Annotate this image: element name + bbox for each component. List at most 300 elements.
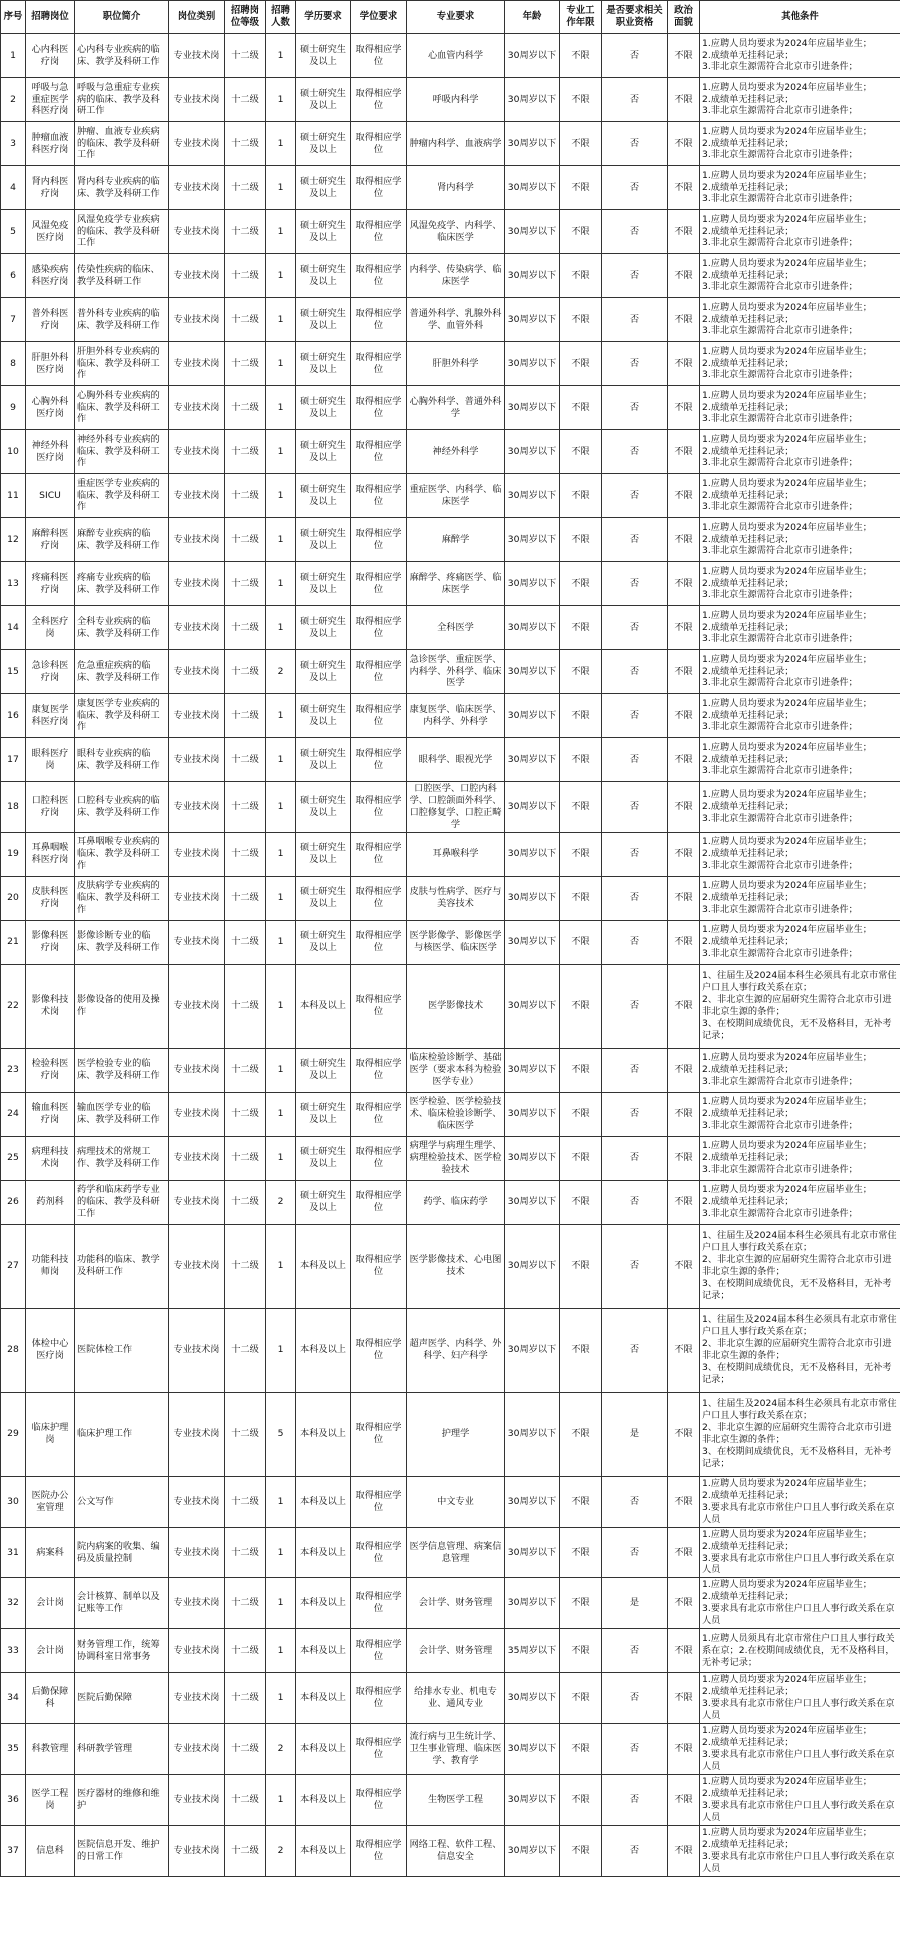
cell-major: 麻醉学、疼痛医学、临床医学 — [407, 562, 505, 606]
cell-post: 药剂科 — [26, 1180, 75, 1224]
cell-category: 专业技术岗 — [169, 1048, 225, 1092]
cell-category: 专业技术岗 — [169, 562, 225, 606]
cell-political: 不限 — [668, 518, 700, 562]
cell-degree: 取得相应学位 — [351, 876, 407, 920]
condition-line: 1.应聘人员均要求为2024年应届毕业生； — [702, 1674, 872, 1686]
cell-intro: 普外科专业疾病的临床、教学及科研工作 — [75, 298, 169, 342]
header-cell: 年龄 — [505, 1, 560, 34]
cell-level: 十二级 — [225, 430, 266, 474]
cell-intro: 输血医学专业的临床、教学及科研工作 — [75, 1092, 169, 1136]
cell-education: 硕士研究生及以上 — [296, 1092, 351, 1136]
cell-conditions — [700, 1392, 900, 1476]
condition-line: 2.成绩单无挂科记录； — [702, 1686, 794, 1698]
cell-category: 专业技术岗 — [169, 78, 225, 122]
header-cell: 学历要求 — [296, 1, 351, 34]
cell-count: 1 — [266, 1308, 296, 1392]
condition-line: 1、往届生及2024届本科生必须具有北京市常住户口且人事行政关系在京； — [702, 1314, 897, 1338]
cell-certificate: 否 — [602, 694, 668, 738]
table-row — [1, 964, 900, 1048]
cell-conditions — [700, 1136, 900, 1180]
cell-degree: 取得相应学位 — [351, 1308, 407, 1392]
cell-education: 硕士研究生及以上 — [296, 122, 351, 166]
condition-line: 1.应聘人员均要求为2024年应届毕业生； — [702, 125, 872, 137]
cell-level: 十二级 — [225, 1180, 266, 1224]
cell-work-years: 不限 — [560, 1476, 602, 1527]
cell-degree: 取得相应学位 — [351, 210, 407, 254]
table-row — [1, 920, 900, 964]
cell-political: 不限 — [668, 254, 700, 298]
cell-age: 30周岁以下 — [505, 1673, 560, 1724]
cell-political: 不限 — [668, 34, 700, 78]
cell-count: 2 — [266, 1825, 296, 1876]
cell-certificate: 否 — [602, 122, 668, 166]
cell-post: 功能科技师岗 — [26, 1224, 75, 1308]
cell-count: 1 — [266, 430, 296, 474]
cell-intro: 心胸外科专业疾病的临床、教学及科研工作 — [75, 386, 169, 430]
cell-no: 31 — [1, 1527, 26, 1578]
header-cell: 招聘人数 — [266, 1, 296, 34]
cell-work-years: 不限 — [560, 782, 602, 833]
cell-age: 30周岁以下 — [505, 782, 560, 833]
cell-work-years: 不限 — [560, 474, 602, 518]
table-row — [1, 342, 900, 386]
cell-no: 11 — [1, 474, 26, 518]
cell-work-years: 不限 — [560, 1308, 602, 1392]
cell-no: 35 — [1, 1724, 26, 1775]
cell-age: 30周岁以下 — [505, 1774, 560, 1825]
cell-work-years: 不限 — [560, 78, 602, 122]
cell-category: 专业技术岗 — [169, 1136, 225, 1180]
table-row — [1, 518, 900, 562]
cell-work-years: 不限 — [560, 1527, 602, 1578]
cell-conditions — [700, 34, 900, 78]
cell-major: 心血管内科学 — [407, 34, 505, 78]
cell-major: 流行病与卫生统计学、卫生事业管理、临床医学、教育学 — [407, 1724, 505, 1775]
cell-political: 不限 — [668, 430, 700, 474]
cell-intro: 临床护理工作 — [75, 1392, 169, 1476]
cell-education: 本科及以上 — [296, 1527, 351, 1578]
cell-degree: 取得相应学位 — [351, 1136, 407, 1180]
cell-age: 30周岁以下 — [505, 342, 560, 386]
cell-certificate: 否 — [602, 1180, 668, 1224]
cell-political: 不限 — [668, 606, 700, 650]
cell-age: 30周岁以下 — [505, 386, 560, 430]
cell-intro: 公文写作 — [75, 1476, 169, 1527]
cell-work-years: 不限 — [560, 738, 602, 782]
cell-intro: 康复医学专业疾病的临床、教学及科研工作 — [75, 694, 169, 738]
cell-conditions — [700, 1673, 900, 1724]
cell-conditions — [700, 210, 900, 254]
cell-level: 十二级 — [225, 166, 266, 210]
cell-level: 十二级 — [225, 1048, 266, 1092]
condition-line: 3.要求具有北京市常住户口且人事行政关系在京人员 — [702, 1603, 895, 1627]
cell-major: 会计学、财务管理 — [407, 1578, 505, 1629]
cell-conditions — [700, 518, 900, 562]
cell-certificate: 否 — [602, 562, 668, 606]
cell-count: 2 — [266, 650, 296, 694]
cell-certificate: 否 — [602, 1673, 668, 1724]
condition-line: 2.成绩单无挂科记录； — [702, 1591, 794, 1603]
cell-certificate: 否 — [602, 1476, 668, 1527]
cell-intro: 疼痛专业疾病的临床、教学及科研工作 — [75, 562, 169, 606]
cell-count: 1 — [266, 562, 296, 606]
condition-line: 2.成绩单无挂科记录； — [702, 269, 794, 281]
condition-line: 2.成绩单无挂科记录； — [702, 1838, 794, 1850]
cell-education: 硕士研究生及以上 — [296, 210, 351, 254]
table-row — [1, 34, 900, 78]
condition-line: 1.应聘人员均要求为2024年应届毕业生； — [702, 433, 872, 445]
cell-education: 硕士研究生及以上 — [296, 1180, 351, 1224]
cell-level: 十二级 — [225, 298, 266, 342]
cell-intro: 风湿免疫学专业疾病的临床、教学及科研工作 — [75, 210, 169, 254]
cell-conditions — [700, 342, 900, 386]
cell-education: 硕士研究生及以上 — [296, 920, 351, 964]
cell-degree: 取得相应学位 — [351, 562, 407, 606]
cell-major: 中文专业 — [407, 1476, 505, 1527]
table-row — [1, 1774, 900, 1825]
cell-category: 专业技术岗 — [169, 342, 225, 386]
cell-education: 本科及以上 — [296, 1578, 351, 1629]
cell-intro: 呼吸与急重症专业疾病的临床、教学及科研工作 — [75, 78, 169, 122]
condition-line: 3.要求具有北京市常住户口且人事行政关系在京人员 — [702, 1850, 895, 1874]
cell-level: 十二级 — [225, 1224, 266, 1308]
condition-line: 2.成绩单无挂科记录； — [702, 137, 794, 149]
cell-certificate: 否 — [602, 254, 668, 298]
condition-line: 3.非北京生源需符合北京市引进条件； — [702, 149, 858, 161]
cell-level: 十二级 — [225, 1136, 266, 1180]
table-row — [1, 298, 900, 342]
header-cell: 职位简介 — [75, 1, 169, 34]
cell-count: 1 — [266, 34, 296, 78]
cell-major: 肿瘤内科学、血液病学 — [407, 122, 505, 166]
cell-certificate: 否 — [602, 1825, 668, 1876]
cell-category: 专业技术岗 — [169, 518, 225, 562]
condition-line: 2、非北京生源的应届研究生需符合北京市引进非北京生源的条件； — [702, 994, 892, 1018]
cell-certificate: 否 — [602, 920, 668, 964]
cell-major: 风湿免疫学、内科学、临床医学 — [407, 210, 505, 254]
cell-certificate: 否 — [602, 1527, 668, 1578]
cell-level: 十二级 — [225, 1578, 266, 1629]
cell-category: 专业技术岗 — [169, 1774, 225, 1825]
cell-category: 专业技术岗 — [169, 920, 225, 964]
cell-conditions — [700, 78, 900, 122]
cell-work-years: 不限 — [560, 1629, 602, 1673]
table-row — [1, 1308, 900, 1392]
cell-post: 会计岗 — [26, 1629, 75, 1673]
cell-count: 1 — [266, 122, 296, 166]
cell-post: 医学工程岗 — [26, 1774, 75, 1825]
cell-age: 30周岁以下 — [505, 166, 560, 210]
cell-post: 病理科技术岗 — [26, 1136, 75, 1180]
cell-work-years: 不限 — [560, 876, 602, 920]
cell-major: 神经外科学 — [407, 430, 505, 474]
cell-intro: 医院信息开发、维护的日常工作 — [75, 1825, 169, 1876]
condition-line: 1.应聘人员均要求为2024年应届毕业生； — [702, 213, 872, 225]
condition-line: 1.应聘人员均要求为2024年应届毕业生； — [702, 257, 872, 269]
cell-no: 37 — [1, 1825, 26, 1876]
cell-certificate: 否 — [602, 298, 668, 342]
cell-category: 专业技术岗 — [169, 1180, 225, 1224]
cell-level: 十二级 — [225, 738, 266, 782]
condition-line: 1.应聘人员均要求为2024年应届毕业生； — [702, 741, 872, 753]
cell-conditions — [700, 876, 900, 920]
table-row — [1, 832, 900, 876]
cell-certificate: 否 — [602, 1136, 668, 1180]
cell-certificate: 否 — [602, 386, 668, 430]
cell-category: 专业技术岗 — [169, 1673, 225, 1724]
cell-age: 35周岁以下 — [505, 1629, 560, 1673]
cell-category: 专业技术岗 — [169, 34, 225, 78]
cell-major: 会计学、财务管理 — [407, 1629, 505, 1673]
cell-level: 十二级 — [225, 518, 266, 562]
cell-level: 十二级 — [225, 1673, 266, 1724]
condition-line: 2.成绩单无挂科记录； — [702, 892, 794, 904]
cell-conditions — [700, 1476, 900, 1527]
cell-education: 硕士研究生及以上 — [296, 34, 351, 78]
cell-intro: 麻醉专业疾病的临床、教学及科研工作 — [75, 518, 169, 562]
cell-intro: 肝胆外科专业疾病的临床、教学及科研工作 — [75, 342, 169, 386]
condition-line: 3.非北京生源需符合北京市引进条件； — [702, 61, 858, 73]
cell-count: 1 — [266, 964, 296, 1048]
cell-age: 30周岁以下 — [505, 876, 560, 920]
cell-degree: 取得相应学位 — [351, 298, 407, 342]
cell-level: 十二级 — [225, 1527, 266, 1578]
cell-certificate: 否 — [602, 342, 668, 386]
cell-work-years: 不限 — [560, 562, 602, 606]
cell-age: 30周岁以下 — [505, 122, 560, 166]
cell-count: 1 — [266, 78, 296, 122]
cell-degree: 取得相应学位 — [351, 1578, 407, 1629]
condition-line: 1.应聘人员均要求为2024年应届毕业生； — [702, 653, 872, 665]
cell-certificate: 否 — [602, 78, 668, 122]
condition-line: 1.应聘人员均要求为2024年应届毕业生； — [702, 345, 872, 357]
cell-category: 专业技术岗 — [169, 1724, 225, 1775]
cell-political: 不限 — [668, 1180, 700, 1224]
cell-category: 专业技术岗 — [169, 1308, 225, 1392]
table-row — [1, 606, 900, 650]
cell-post: 病案科 — [26, 1527, 75, 1578]
cell-post: 急诊科医疗岗 — [26, 650, 75, 694]
cell-certificate: 否 — [602, 650, 668, 694]
cell-major: 超声医学、内科学、外科学、妇产科学 — [407, 1308, 505, 1392]
cell-conditions — [700, 166, 900, 210]
condition-line: 2.成绩单无挂科记录； — [702, 225, 794, 237]
cell-education: 硕士研究生及以上 — [296, 606, 351, 650]
cell-category: 专业技术岗 — [169, 876, 225, 920]
header-row — [1, 1, 900, 34]
condition-line: 1.应聘人员均要求为2024年应届毕业生； — [702, 1140, 872, 1152]
cell-political: 不限 — [668, 920, 700, 964]
cell-conditions — [700, 430, 900, 474]
condition-line: 3.要求具有北京市常住户口且人事行政关系在京人员 — [702, 1799, 895, 1823]
condition-line: 1.应聘人员均要求为2024年应届毕业生； — [702, 1096, 872, 1108]
header-cell: 招聘岗位等级 — [225, 1, 266, 34]
cell-intro: 院内病案的收集、编码及质量控制 — [75, 1527, 169, 1578]
cell-age: 30周岁以下 — [505, 1092, 560, 1136]
cell-education: 硕士研究生及以上 — [296, 386, 351, 430]
condition-line: 3.非北京生源需符合北京市引进条件； — [702, 281, 858, 293]
cell-category: 专业技术岗 — [169, 1578, 225, 1629]
cell-category: 专业技术岗 — [169, 122, 225, 166]
cell-education: 硕士研究生及以上 — [296, 876, 351, 920]
cell-major: 全科医学 — [407, 606, 505, 650]
cell-no: 4 — [1, 166, 26, 210]
cell-political: 不限 — [668, 1578, 700, 1629]
condition-line: 2.成绩单无挂科记录； — [702, 357, 794, 369]
cell-age: 30周岁以下 — [505, 34, 560, 78]
cell-intro: 眼科专业疾病的临床、教学及科研工作 — [75, 738, 169, 782]
condition-line: 2.成绩单无挂科记录； — [702, 181, 794, 193]
cell-no: 36 — [1, 1774, 26, 1825]
cell-count: 1 — [266, 694, 296, 738]
table-row — [1, 1092, 900, 1136]
cell-age: 30周岁以下 — [505, 1180, 560, 1224]
cell-political: 不限 — [668, 166, 700, 210]
condition-line: 1、往届生及2024届本科生必须具有北京市常住户口且人事行政关系在京； — [702, 970, 897, 994]
condition-line: 2.成绩单无挂科记录； — [702, 621, 794, 633]
condition-line: 1.应聘人员均要求为2024年应届毕业生； — [702, 924, 872, 936]
condition-line: 3.要求具有北京市常住户口且人事行政关系在京人员 — [702, 1698, 895, 1722]
cell-work-years: 不限 — [560, 606, 602, 650]
condition-line: 2.成绩单无挂科记录； — [702, 1540, 794, 1552]
cell-post: 全科医疗岗 — [26, 606, 75, 650]
cell-education: 本科及以上 — [296, 1724, 351, 1775]
table-row — [1, 430, 900, 474]
cell-no: 12 — [1, 518, 26, 562]
cell-age: 30周岁以下 — [505, 964, 560, 1048]
cell-political: 不限 — [668, 1673, 700, 1724]
condition-line: 2.成绩单无挂科记录； — [702, 1108, 794, 1120]
cell-category: 专业技术岗 — [169, 1224, 225, 1308]
cell-major: 生物医学工程 — [407, 1774, 505, 1825]
cell-age: 30周岁以下 — [505, 1825, 560, 1876]
cell-post: 麻醉科医疗岗 — [26, 518, 75, 562]
cell-no: 18 — [1, 782, 26, 833]
cell-education: 硕士研究生及以上 — [296, 166, 351, 210]
cell-age: 30周岁以下 — [505, 1527, 560, 1578]
cell-degree: 取得相应学位 — [351, 1092, 407, 1136]
cell-political: 不限 — [668, 1476, 700, 1527]
cell-political: 不限 — [668, 782, 700, 833]
cell-level: 十二级 — [225, 1476, 266, 1527]
cell-post: 体检中心医疗岗 — [26, 1308, 75, 1392]
cell-no: 21 — [1, 920, 26, 964]
cell-count: 1 — [266, 738, 296, 782]
cell-age: 30周岁以下 — [505, 254, 560, 298]
condition-line: 1.应聘人员均要求为2024年应届毕业生； — [702, 697, 872, 709]
cell-major: 心胸外科学、普通外科学 — [407, 386, 505, 430]
cell-count: 2 — [266, 1180, 296, 1224]
condition-line: 3.非北京生源需符合北京市引进条件； — [702, 1120, 858, 1132]
cell-category: 专业技术岗 — [169, 210, 225, 254]
cell-major: 皮肤与性病学、医疗与美容技术 — [407, 876, 505, 920]
cell-degree: 取得相应学位 — [351, 1048, 407, 1092]
condition-line: 1.应聘人员均要求为2024年应届毕业生； — [702, 169, 872, 181]
cell-certificate: 否 — [602, 1048, 668, 1092]
cell-certificate: 否 — [602, 606, 668, 650]
cell-work-years: 不限 — [560, 1180, 602, 1224]
cell-no: 32 — [1, 1578, 26, 1629]
cell-intro: 传染性疾病的临床、教学及科研工作 — [75, 254, 169, 298]
cell-no: 20 — [1, 876, 26, 920]
cell-age: 30周岁以下 — [505, 1578, 560, 1629]
cell-level: 十二级 — [225, 876, 266, 920]
condition-line: 2.成绩单无挂科记录； — [702, 665, 794, 677]
cell-no: 34 — [1, 1673, 26, 1724]
condition-line: 2、非北京生源的应届研究生需符合北京市引进非北京生源的条件； — [702, 1338, 892, 1362]
condition-line: 3.非北京生源需符合北京市引进条件； — [702, 1076, 858, 1088]
table-row — [1, 254, 900, 298]
cell-major: 内科学、传染病学、临床医学 — [407, 254, 505, 298]
condition-line: 3.非北京生源需符合北京市引进条件； — [702, 237, 858, 249]
condition-line: 3.非北京生源需符合北京市引进条件； — [702, 325, 858, 337]
header-cell: 学位要求 — [351, 1, 407, 34]
cell-category: 专业技术岗 — [169, 1476, 225, 1527]
cell-level: 十二级 — [225, 920, 266, 964]
cell-political: 不限 — [668, 876, 700, 920]
cell-count: 1 — [266, 782, 296, 833]
cell-post: 耳鼻咽喉科医疗岗 — [26, 832, 75, 876]
cell-degree: 取得相应学位 — [351, 920, 407, 964]
condition-line: 1.应聘人员均要求为2024年应届毕业生； — [702, 389, 872, 401]
cell-work-years: 不限 — [560, 210, 602, 254]
cell-level: 十二级 — [225, 964, 266, 1048]
cell-intro: 心内科专业疾病的临床、教学及科研工作 — [75, 34, 169, 78]
cell-certificate: 否 — [602, 832, 668, 876]
cell-no: 3 — [1, 122, 26, 166]
cell-major: 康复医学、临床医学、内科学、外科学 — [407, 694, 505, 738]
cell-education: 硕士研究生及以上 — [296, 518, 351, 562]
cell-count: 1 — [266, 342, 296, 386]
cell-education: 硕士研究生及以上 — [296, 832, 351, 876]
cell-age: 30周岁以下 — [505, 298, 560, 342]
cell-post: 普外科医疗岗 — [26, 298, 75, 342]
cell-political: 不限 — [668, 1774, 700, 1825]
condition-line: 2.成绩单无挂科记录； — [702, 709, 794, 721]
cell-count: 1 — [266, 1224, 296, 1308]
cell-work-years: 不限 — [560, 1136, 602, 1180]
cell-intro: 医学检验专业的临床、教学及科研工作 — [75, 1048, 169, 1092]
cell-count: 1 — [266, 298, 296, 342]
cell-political: 不限 — [668, 562, 700, 606]
table-header — [1, 1, 900, 34]
header-cell: 是否要求相关职业资格 — [602, 1, 668, 34]
cell-certificate: 否 — [602, 518, 668, 562]
cell-count: 1 — [266, 1136, 296, 1180]
cell-major: 普通外科学、乳腺外科学、血管外科 — [407, 298, 505, 342]
cell-count: 1 — [266, 1527, 296, 1578]
table-row — [1, 210, 900, 254]
cell-post: 影像科技术岗 — [26, 964, 75, 1048]
cell-level: 十二级 — [225, 1825, 266, 1876]
cell-post: 康复医学科医疗岗 — [26, 694, 75, 738]
table-row — [1, 1392, 900, 1476]
condition-line: 3.非北京生源需符合北京市引进条件； — [702, 765, 858, 777]
cell-post: 医院办公室管理 — [26, 1476, 75, 1527]
condition-line: 1.应聘人员均要求为2024年应届毕业生； — [702, 565, 872, 577]
cell-intro: 药学和临床药学专业的临床、教学及科研工作 — [75, 1180, 169, 1224]
condition-line: 3、在校期间成绩优良，无不及格科目，无补考记录； — [702, 1278, 892, 1302]
header-cell: 招聘岗位 — [26, 1, 75, 34]
cell-age: 30周岁以下 — [505, 738, 560, 782]
cell-work-years: 不限 — [560, 1392, 602, 1476]
cell-education: 硕士研究生及以上 — [296, 78, 351, 122]
cell-education: 硕士研究生及以上 — [296, 694, 351, 738]
cell-degree: 取得相应学位 — [351, 1527, 407, 1578]
condition-line: 1.应聘人员均要求为2024年应届毕业生； — [702, 521, 872, 533]
cell-no: 17 — [1, 738, 26, 782]
cell-degree: 取得相应学位 — [351, 518, 407, 562]
